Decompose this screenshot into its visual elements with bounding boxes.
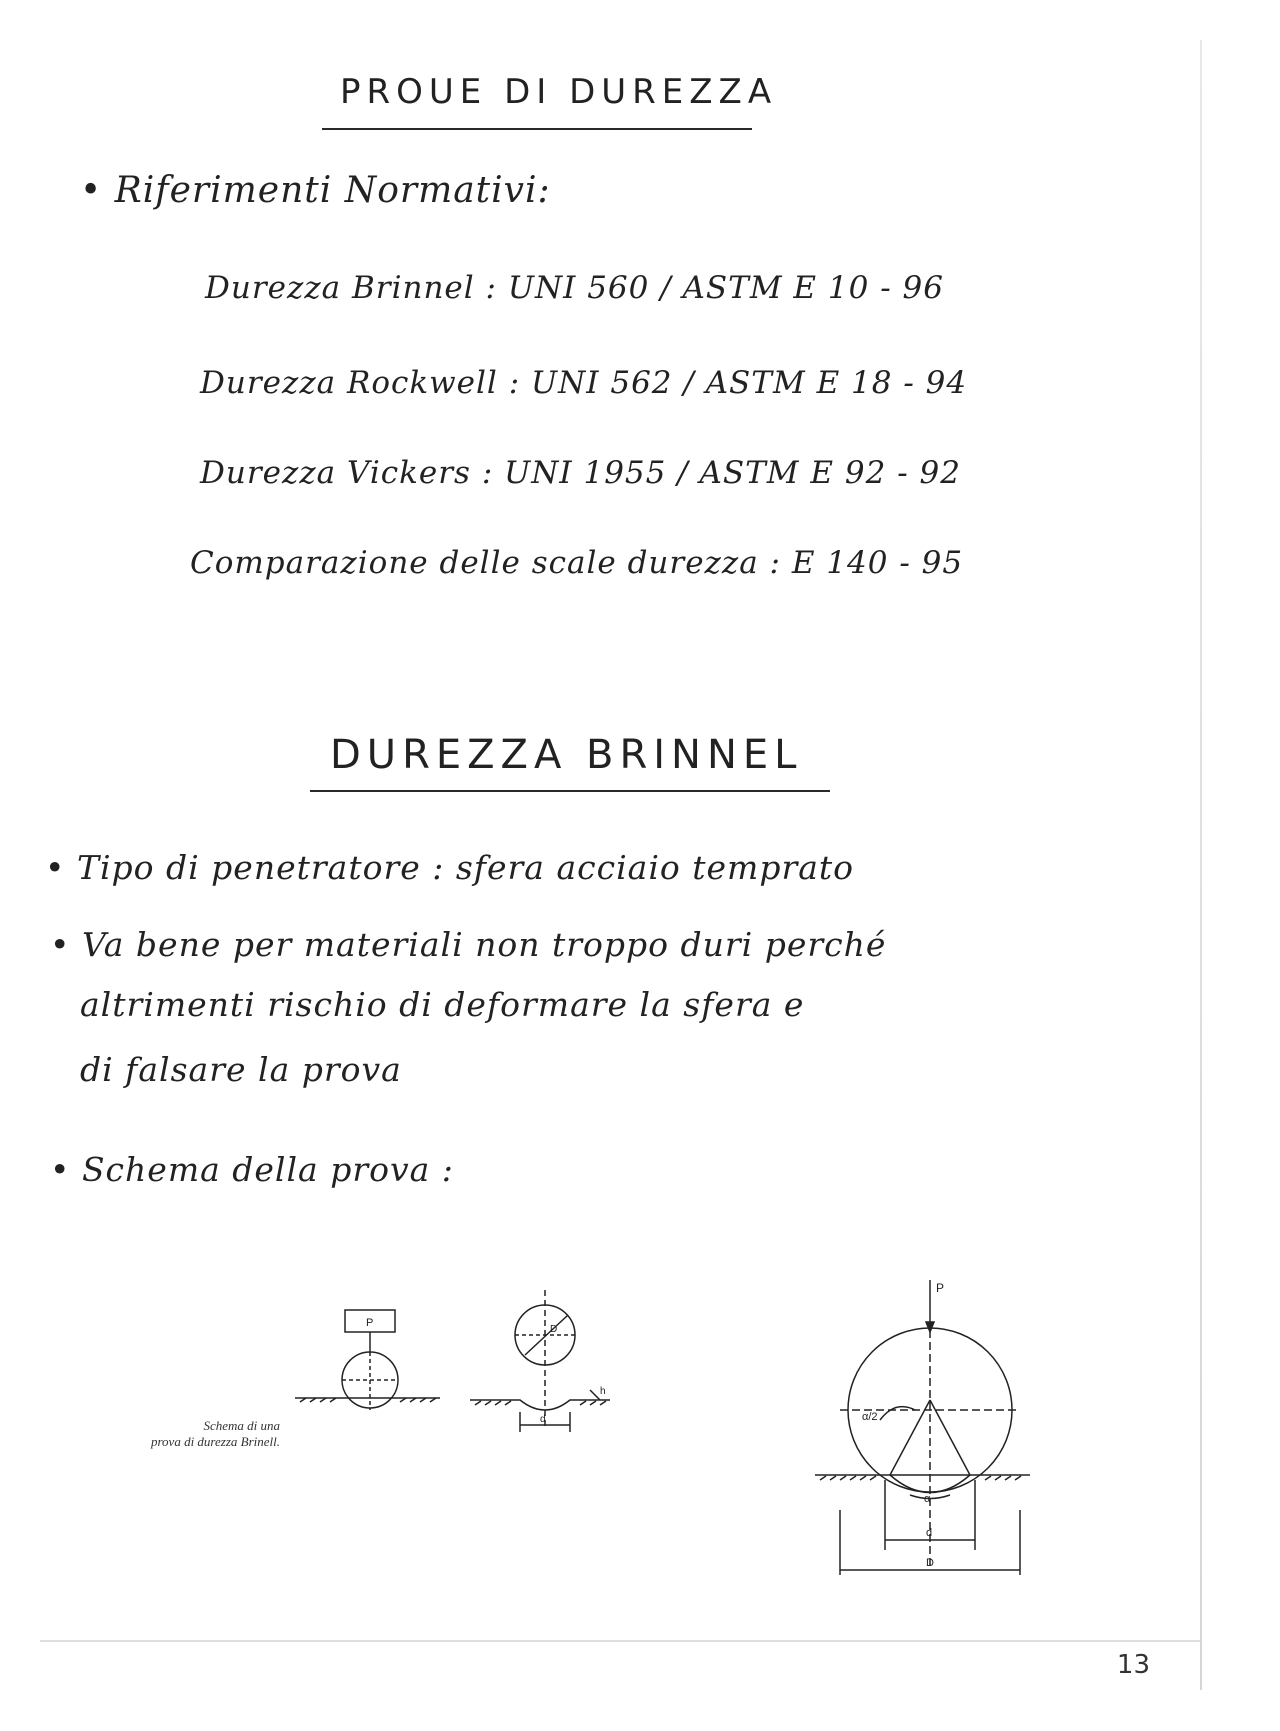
- norm-brinnel: Durezza Brinnel : UNI 560 / ASTM E 10 - 96: [205, 270, 944, 306]
- page-edge-bottom: [40, 1640, 1200, 1642]
- label-load-p-large: P: [936, 1281, 945, 1295]
- norm-rockwell: Durezza Rockwell : UNI 562 / ASTM E 18 - 94: [200, 365, 968, 401]
- norm-vickers: Durezza Vickers : UNI 1955 / ASTM E 92 - 92: [200, 455, 961, 491]
- diagram-indentation: [470, 1290, 610, 1432]
- label-diameter-d-small: d: [540, 1414, 546, 1425]
- label-alpha-half: α/2: [862, 1411, 878, 1423]
- bullet-materiali-line1: • Va bene per materiali non troppo duri perché: [50, 925, 887, 964]
- figure-caption-line2: prova di durezza Brinell.: [150, 1434, 280, 1449]
- label-diameter-d-large: d: [926, 1527, 933, 1539]
- bullet-penetratore: • Tipo di penetratore : sfera acciaio temprato: [45, 848, 855, 887]
- page-number: 13: [1116, 1650, 1150, 1680]
- label-alpha: α: [924, 1493, 931, 1505]
- bullet-schema: • Schema della prova :: [50, 1150, 454, 1189]
- label-diameter-D-large: D: [926, 1557, 934, 1569]
- page-edge-right: [1200, 40, 1202, 1690]
- bullet-materiali-line2: altrimenti rischio di deformare la sfera e: [80, 985, 805, 1024]
- label-depth-h: h: [600, 1386, 606, 1397]
- page-title: PROUE DI DUREZZA: [340, 72, 778, 112]
- label-load-p: P: [366, 1317, 374, 1329]
- section-title-underline: [310, 790, 830, 792]
- norm-comparazione: Comparazione delle scale durezza : E 140 - 95: [190, 545, 964, 581]
- diagram-ball-geometry: [815, 1280, 1030, 1575]
- riferimenti-heading: • Riferimenti Normativi:: [80, 170, 551, 211]
- figure-caption: [100, 1418, 280, 1450]
- bullet-materiali-line3: di falsare la prova: [80, 1050, 402, 1089]
- figure-caption-line1: Schema di una: [203, 1418, 280, 1433]
- page-title-underline: [322, 128, 752, 130]
- label-diameter-D-small: D: [550, 1324, 558, 1335]
- section-title: DUREZZA BRINNEL: [330, 732, 803, 778]
